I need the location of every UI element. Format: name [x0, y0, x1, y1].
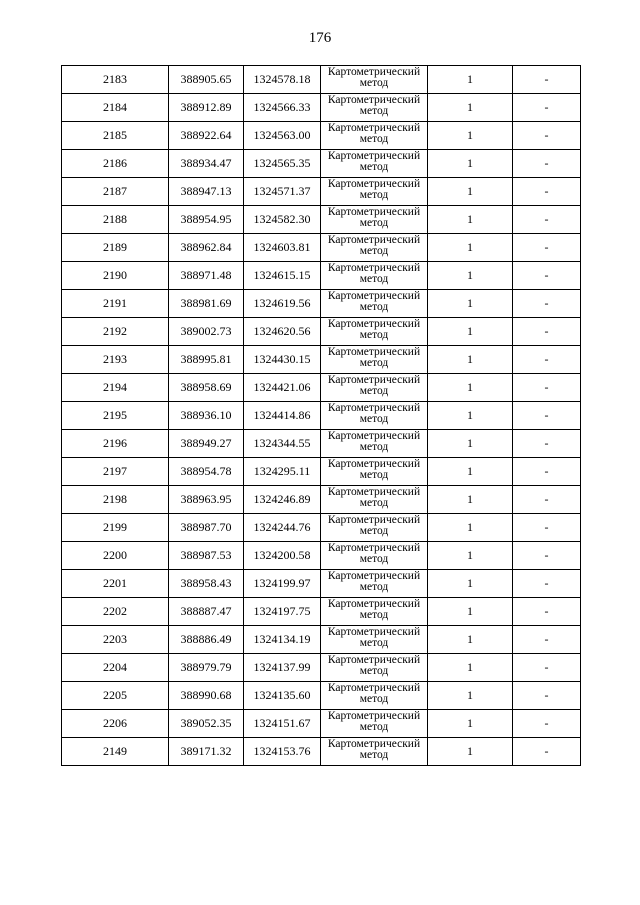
- table-row: [62, 486, 581, 514]
- table-row: [62, 626, 581, 654]
- y-coordinate-cell: 1324566.33: [244, 94, 321, 122]
- x-coordinate-cell: 388958.43: [169, 570, 244, 598]
- note-cell: -: [513, 682, 581, 710]
- accuracy-cell: 1: [428, 318, 513, 346]
- method-label-line2: метод: [359, 525, 389, 537]
- note-cell: -: [513, 402, 581, 430]
- point-id-cell: 2204: [62, 654, 169, 682]
- accuracy-cell: 1: [428, 402, 513, 430]
- note-cell: -: [513, 290, 581, 318]
- method-cell: [321, 150, 428, 178]
- note-cell: -: [513, 710, 581, 738]
- method-label-line1: Картометрический: [327, 94, 421, 106]
- method-cell: [321, 318, 428, 346]
- method-label-line2: метод: [359, 665, 389, 677]
- x-coordinate-cell: 388954.95: [169, 206, 244, 234]
- note-cell: -: [513, 514, 581, 542]
- y-coordinate-cell: 1324421.06: [244, 374, 321, 402]
- method-label-line2: метод: [359, 273, 389, 285]
- accuracy-cell: 1: [428, 458, 513, 486]
- method-label-line2: метод: [359, 77, 389, 89]
- method-label-line1: Картометрический: [327, 346, 421, 358]
- table-row: [62, 570, 581, 598]
- table-row: [62, 122, 581, 150]
- y-coordinate-cell: 1324153.76: [244, 738, 321, 766]
- point-id-cell: 2202: [62, 598, 169, 626]
- method-cell: [321, 122, 428, 150]
- method-label-line2: метод: [359, 721, 389, 733]
- method-label-line2: метод: [359, 357, 389, 369]
- method-label-line1: Картометрический: [327, 66, 421, 78]
- point-id-cell: 2200: [62, 542, 169, 570]
- x-coordinate-cell: 388936.10: [169, 402, 244, 430]
- note-cell: -: [513, 598, 581, 626]
- note-cell: -: [513, 346, 581, 374]
- table-body: [62, 66, 581, 766]
- point-id-cell: 2195: [62, 402, 169, 430]
- y-coordinate-cell: 1324603.81: [244, 234, 321, 262]
- method-label-line1: Картометрический: [327, 234, 421, 246]
- x-coordinate-cell: 388886.49: [169, 626, 244, 654]
- method-label-line2: метод: [359, 105, 389, 117]
- method-label-line2: метод: [359, 553, 389, 565]
- point-id-cell: 2192: [62, 318, 169, 346]
- point-id-cell: 2201: [62, 570, 169, 598]
- table-row: [62, 430, 581, 458]
- method-label-line2: метод: [359, 749, 389, 761]
- x-coordinate-cell: 388905.65: [169, 66, 244, 94]
- table-row: [62, 710, 581, 738]
- x-coordinate-cell: 388990.68: [169, 682, 244, 710]
- x-coordinate-cell: 388971.48: [169, 262, 244, 290]
- method-cell: [321, 738, 428, 766]
- y-coordinate-cell: 1324620.56: [244, 318, 321, 346]
- point-id-cell: 2186: [62, 150, 169, 178]
- note-cell: -: [513, 458, 581, 486]
- method-label-line1: Картометрический: [327, 402, 421, 414]
- method-label-line2: метод: [359, 217, 389, 229]
- method-label-line1: Картометрический: [327, 738, 421, 750]
- x-coordinate-cell: 389171.32: [169, 738, 244, 766]
- note-cell: -: [513, 542, 581, 570]
- method-cell: [321, 94, 428, 122]
- note-cell: -: [513, 486, 581, 514]
- method-label-line1: Картометрический: [327, 682, 421, 694]
- accuracy-cell: 1: [428, 262, 513, 290]
- method-label-line1: Картометрический: [327, 206, 421, 218]
- y-coordinate-cell: 1324344.55: [244, 430, 321, 458]
- table-row: [62, 66, 581, 94]
- note-cell: -: [513, 626, 581, 654]
- accuracy-cell: 1: [428, 486, 513, 514]
- point-id-cell: 2206: [62, 710, 169, 738]
- table-row: [62, 206, 581, 234]
- method-cell: [321, 654, 428, 682]
- x-coordinate-cell: 388949.27: [169, 430, 244, 458]
- y-coordinate-cell: 1324571.37: [244, 178, 321, 206]
- table-row: [62, 374, 581, 402]
- y-coordinate-cell: 1324563.00: [244, 122, 321, 150]
- method-label-line1: Картометрический: [327, 514, 421, 526]
- point-id-cell: 2189: [62, 234, 169, 262]
- note-cell: -: [513, 318, 581, 346]
- y-coordinate-cell: 1324615.15: [244, 262, 321, 290]
- x-coordinate-cell: 388962.84: [169, 234, 244, 262]
- y-coordinate-cell: 1324134.19: [244, 626, 321, 654]
- method-cell: [321, 570, 428, 598]
- x-coordinate-cell: 388954.78: [169, 458, 244, 486]
- note-cell: -: [513, 374, 581, 402]
- method-label-line1: Картометрический: [327, 122, 421, 134]
- method-cell: [321, 682, 428, 710]
- table-row: [62, 542, 581, 570]
- method-label-line1: Картометрический: [327, 150, 421, 162]
- table-row: [62, 458, 581, 486]
- point-id-cell: 2194: [62, 374, 169, 402]
- accuracy-cell: 1: [428, 682, 513, 710]
- method-cell: [321, 262, 428, 290]
- y-coordinate-cell: 1324197.75: [244, 598, 321, 626]
- method-label-line2: метод: [359, 301, 389, 313]
- x-coordinate-cell: 388987.70: [169, 514, 244, 542]
- method-label-line2: метод: [359, 637, 389, 649]
- note-cell: -: [513, 66, 581, 94]
- point-id-cell: 2197: [62, 458, 169, 486]
- y-coordinate-cell: 1324246.89: [244, 486, 321, 514]
- method-cell: [321, 710, 428, 738]
- point-id-cell: 2190: [62, 262, 169, 290]
- x-coordinate-cell: 388947.13: [169, 178, 244, 206]
- method-cell: [321, 346, 428, 374]
- accuracy-cell: 1: [428, 66, 513, 94]
- method-cell: [321, 234, 428, 262]
- point-id-cell: 2203: [62, 626, 169, 654]
- method-cell: [321, 458, 428, 486]
- accuracy-cell: 1: [428, 514, 513, 542]
- x-coordinate-cell: 388995.81: [169, 346, 244, 374]
- method-label-line1: Картометрический: [327, 374, 421, 386]
- method-cell: [321, 374, 428, 402]
- table-row: [62, 402, 581, 430]
- table-row: [62, 178, 581, 206]
- method-cell: [321, 542, 428, 570]
- table-row: [62, 290, 581, 318]
- table-row: [62, 654, 581, 682]
- method-label-line1: Картометрический: [327, 262, 421, 274]
- method-label-line2: метод: [359, 581, 389, 593]
- accuracy-cell: 1: [428, 542, 513, 570]
- method-label-line1: Картометрический: [327, 626, 421, 638]
- accuracy-cell: 1: [428, 374, 513, 402]
- accuracy-cell: 1: [428, 626, 513, 654]
- method-cell: [321, 290, 428, 318]
- accuracy-cell: 1: [428, 346, 513, 374]
- note-cell: -: [513, 206, 581, 234]
- point-id-cell: 2196: [62, 430, 169, 458]
- point-id-cell: 2193: [62, 346, 169, 374]
- method-label-line1: Картометрический: [327, 458, 421, 470]
- x-coordinate-cell: 388979.79: [169, 654, 244, 682]
- table-row: [62, 346, 581, 374]
- method-label-line1: Картометрический: [327, 570, 421, 582]
- x-coordinate-cell: 388987.53: [169, 542, 244, 570]
- point-id-cell: 2185: [62, 122, 169, 150]
- accuracy-cell: 1: [428, 178, 513, 206]
- method-label-line2: метод: [359, 609, 389, 621]
- method-label-line2: метод: [359, 385, 389, 397]
- method-cell: [321, 178, 428, 206]
- table-row: [62, 514, 581, 542]
- method-cell: [321, 402, 428, 430]
- method-cell: [321, 66, 428, 94]
- note-cell: -: [513, 234, 581, 262]
- y-coordinate-cell: 1324414.86: [244, 402, 321, 430]
- point-id-cell: 2183: [62, 66, 169, 94]
- y-coordinate-cell: 1324151.67: [244, 710, 321, 738]
- accuracy-cell: 1: [428, 430, 513, 458]
- x-coordinate-cell: 388887.47: [169, 598, 244, 626]
- method-label-line2: метод: [359, 161, 389, 173]
- accuracy-cell: 1: [428, 738, 513, 766]
- method-cell: [321, 430, 428, 458]
- point-id-cell: 2205: [62, 682, 169, 710]
- method-label-line1: Картометрический: [327, 710, 421, 722]
- method-label-line2: метод: [359, 693, 389, 705]
- method-label-line2: метод: [359, 497, 389, 509]
- note-cell: -: [513, 262, 581, 290]
- table-row: [62, 94, 581, 122]
- coordinates-table: [61, 65, 581, 766]
- method-label-line1: Картометрический: [327, 178, 421, 190]
- table-row: [62, 318, 581, 346]
- method-label-line2: метод: [359, 413, 389, 425]
- page-number: 176: [308, 30, 332, 46]
- method-label-line1: Картометрический: [327, 598, 421, 610]
- method-label-line1: Картометрический: [327, 430, 421, 442]
- x-coordinate-cell: 389052.35: [169, 710, 244, 738]
- point-id-cell: 2199: [62, 514, 169, 542]
- point-id-cell: 2184: [62, 94, 169, 122]
- method-label-line2: метод: [359, 245, 389, 257]
- method-label-line1: Картометрический: [327, 654, 421, 666]
- point-id-cell: 2187: [62, 178, 169, 206]
- method-cell: [321, 514, 428, 542]
- accuracy-cell: 1: [428, 234, 513, 262]
- accuracy-cell: 1: [428, 710, 513, 738]
- point-id-cell: 2149: [62, 738, 169, 766]
- note-cell: -: [513, 94, 581, 122]
- note-cell: -: [513, 178, 581, 206]
- y-coordinate-cell: 1324295.11: [244, 458, 321, 486]
- y-coordinate-cell: 1324244.76: [244, 514, 321, 542]
- method-cell: [321, 598, 428, 626]
- accuracy-cell: 1: [428, 654, 513, 682]
- y-coordinate-cell: 1324199.97: [244, 570, 321, 598]
- method-label-line2: метод: [359, 133, 389, 145]
- y-coordinate-cell: 1324578.18: [244, 66, 321, 94]
- x-coordinate-cell: 389002.73: [169, 318, 244, 346]
- method-label-line1: Картометрический: [327, 542, 421, 554]
- method-label-line2: метод: [359, 329, 389, 341]
- method-cell: [321, 626, 428, 654]
- y-coordinate-cell: 1324619.56: [244, 290, 321, 318]
- method-cell: [321, 206, 428, 234]
- method-label-line1: Картометрический: [327, 318, 421, 330]
- method-label-line1: Картометрический: [327, 486, 421, 498]
- x-coordinate-cell: 388934.47: [169, 150, 244, 178]
- point-id-cell: 2188: [62, 206, 169, 234]
- table-row: [62, 262, 581, 290]
- x-coordinate-cell: 388912.89: [169, 94, 244, 122]
- y-coordinate-cell: 1324582.30: [244, 206, 321, 234]
- table-row: [62, 738, 581, 766]
- method-label-line2: метод: [359, 441, 389, 453]
- x-coordinate-cell: 388963.95: [169, 486, 244, 514]
- accuracy-cell: 1: [428, 206, 513, 234]
- accuracy-cell: 1: [428, 290, 513, 318]
- table-row: [62, 150, 581, 178]
- note-cell: -: [513, 570, 581, 598]
- method-label-line2: метод: [359, 469, 389, 481]
- y-coordinate-cell: 1324430.15: [244, 346, 321, 374]
- accuracy-cell: 1: [428, 94, 513, 122]
- y-coordinate-cell: 1324137.99: [244, 654, 321, 682]
- y-coordinate-cell: 1324200.58: [244, 542, 321, 570]
- y-coordinate-cell: 1324565.35: [244, 150, 321, 178]
- note-cell: -: [513, 654, 581, 682]
- table-row: [62, 234, 581, 262]
- point-id-cell: 2198: [62, 486, 169, 514]
- note-cell: -: [513, 150, 581, 178]
- method-label-line2: метод: [359, 189, 389, 201]
- point-id-cell: 2191: [62, 290, 169, 318]
- y-coordinate-cell: 1324135.60: [244, 682, 321, 710]
- method-cell: [321, 486, 428, 514]
- x-coordinate-cell: 388958.69: [169, 374, 244, 402]
- accuracy-cell: 1: [428, 150, 513, 178]
- table-row: [62, 682, 581, 710]
- accuracy-cell: 1: [428, 570, 513, 598]
- note-cell: -: [513, 738, 581, 766]
- note-cell: -: [513, 122, 581, 150]
- x-coordinate-cell: 388922.64: [169, 122, 244, 150]
- note-cell: -: [513, 430, 581, 458]
- accuracy-cell: 1: [428, 122, 513, 150]
- x-coordinate-cell: 388981.69: [169, 290, 244, 318]
- table-row: [62, 598, 581, 626]
- accuracy-cell: 1: [428, 598, 513, 626]
- method-label-line1: Картометрический: [327, 290, 421, 302]
